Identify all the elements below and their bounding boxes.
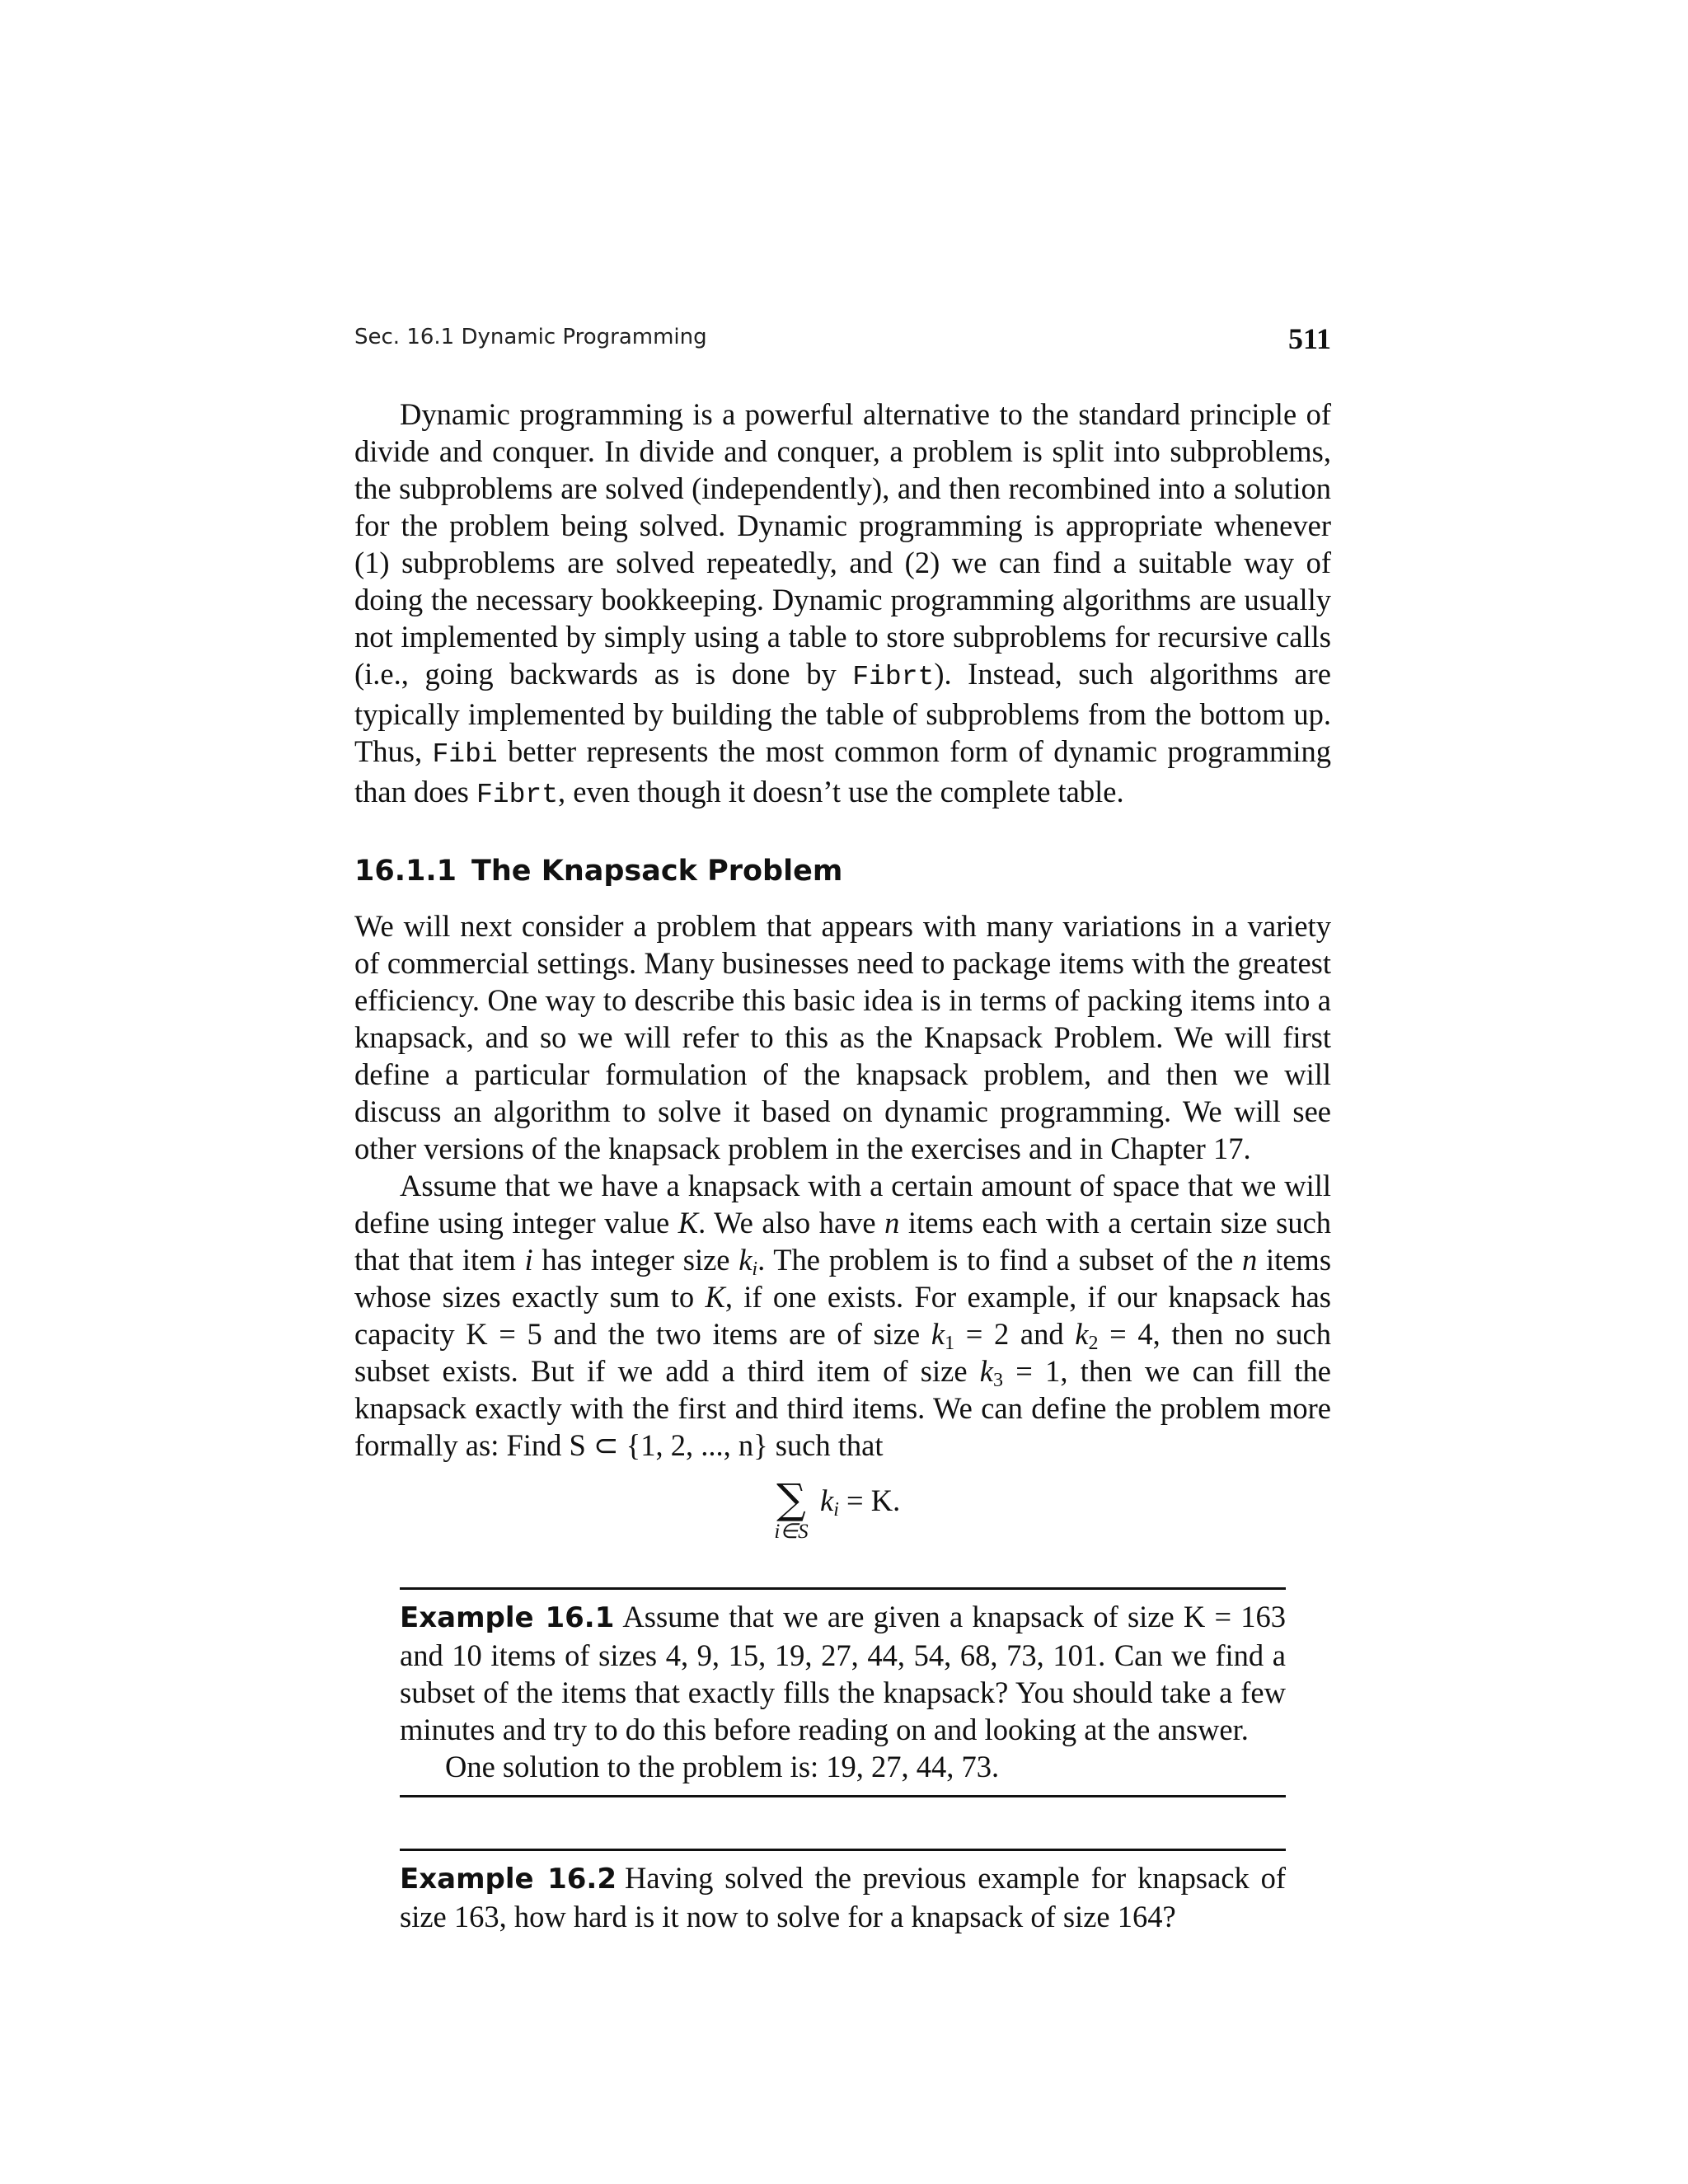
math-var: n: [1241, 1243, 1258, 1277]
text-run: . The problem is to find a subset of the: [757, 1243, 1242, 1277]
display-equation: [354, 1475, 1331, 1572]
example-solution: One solution to the problem is: 19, 27, 44, 73.: [445, 1750, 1000, 1783]
example-body: Assume that we are given a knapsack of size K = 163 and 10 items of sizes 4, 9, 15, 19, 27, 44, 54, 68, 73, 101. Can we find a subset of the items that exactly fills the knapsack? You should take a few minutes and try to do this before reading on and looking at the answer.: [400, 1600, 1286, 1746]
example-text: [400, 1598, 1286, 1748]
subsection-title: The Knapsack Problem: [471, 855, 843, 888]
sigma-symbol: ∑: [776, 1475, 806, 1523]
math-var: K: [678, 1206, 699, 1240]
code-fibi: Fibi: [432, 739, 498, 770]
math-subscript: 3: [993, 1370, 1003, 1391]
equation-rhs: [820, 1482, 900, 1519]
math-expr: = 1: [1003, 1354, 1061, 1388]
math-subscript: 1: [945, 1333, 955, 1354]
example-label: Example 16.1: [400, 1601, 615, 1634]
body-text: [354, 396, 1331, 1945]
math-var: k: [931, 1317, 945, 1351]
text-run: and: [1009, 1317, 1076, 1351]
math-expr: S ⊂ {1, 2, ..., n}: [569, 1428, 768, 1462]
text-run: ). Instead, such algorithms are typically implemented by building the table of subproblems from the bottom up. Thus,: [354, 657, 1331, 768]
math-var: k: [979, 1354, 993, 1388]
page-number: 511: [1287, 322, 1331, 355]
math-var: i: [524, 1243, 533, 1277]
math-var: n: [884, 1206, 900, 1240]
math-expr: = K.: [838, 1483, 901, 1517]
text-run: . We also have: [698, 1206, 885, 1240]
math-subscript: 2: [1088, 1333, 1099, 1354]
code-fibrt: Fibrt: [852, 662, 935, 692]
paragraph-definition: [354, 1167, 1331, 1464]
text-run: better represents the most common form of dynamic programming than does: [354, 734, 1332, 808]
summation: [767, 1475, 816, 1544]
code-fibrt: Fibrt: [476, 780, 559, 810]
text-run: items each with a certain size such that that item: [354, 1206, 1332, 1277]
text-run: , even though it doesn’t use the complete table.: [558, 775, 1124, 808]
example-body: Having solved the previous example for knapsack of size 163, how hard is it now to solve for a knapsack of size 164?: [400, 1861, 1286, 1933]
text-run: Dynamic programming is a powerful alternative to the standard principle of divide and conquer. In divide and conquer, a problem is split into subproblems, the subproblems are solved (independently), and then recombined into a solution for the problem being solved. Dynamic programming is appropriate whenever (1) subproblems are solved repeatedly, and (2) we can find a suitable way of doing the necessary bookkeeping. Dynamic programming algorithms are usually not implemented by simply using a table to store subproblems for recursive calls (i.e., going backwards as is done by: [354, 397, 1331, 691]
subsection-number: 16.1.1: [354, 855, 457, 888]
text-run: and the two items are of size: [542, 1317, 931, 1351]
math-var: k: [820, 1483, 834, 1517]
subsection-heading: [354, 853, 1331, 889]
paragraph-intro: [354, 396, 1331, 813]
math-expr: = 2: [954, 1317, 1010, 1351]
text-run: items whose sizes exactly sum to: [354, 1243, 1332, 1314]
example-text: [400, 1859, 1286, 1935]
math-expr: K = 5: [466, 1317, 542, 1351]
example-box: [400, 1849, 1286, 1945]
math-subscript: i: [833, 1499, 839, 1521]
math-var: k: [1075, 1317, 1089, 1351]
example-box: [400, 1587, 1286, 1797]
paragraph-knapsack-intro: We will next consider a problem that appears with many variations in a variety of commercial settings. Many businesses need to package items with the greatest efficiency. One way to describe this basic idea is in terms of packing items into a knapsack, and so we will refer to this as the Knapsack Problem. We will first define a particular formulation of the knapsack problem, and then we will discuss an algorithm to solve it based on dynamic programming. We will see other versions of the knapsack problem in the exercises and in Chapter 17.: [354, 909, 1331, 1165]
math-expr: = 4: [1098, 1317, 1153, 1351]
text-run: , then no such subset exists. But if we add a third item of size: [354, 1317, 1331, 1388]
section-title: Sec. 16.1 Dynamic Programming: [354, 325, 707, 349]
summation-index: i∈S: [774, 1521, 809, 1543]
math-var: k: [738, 1243, 753, 1277]
example-label: Example 16.2: [400, 1863, 617, 1896]
text-run: such that: [767, 1428, 884, 1462]
math-subscript: i: [752, 1258, 758, 1280]
text-run: , if one exists. For example, if our knapsack has capacity: [354, 1280, 1331, 1351]
math-var: K: [705, 1280, 725, 1314]
text-run: , then we can fill the knapsack exactly with the first and third items. We can define the problem more formally as: Find: [354, 1354, 1331, 1462]
running-head: [354, 321, 1331, 363]
text-run: Assume that we have a knapsack with a certain amount of space that we will define using integer value: [354, 1169, 1331, 1240]
text-run: has integer size: [532, 1243, 739, 1277]
